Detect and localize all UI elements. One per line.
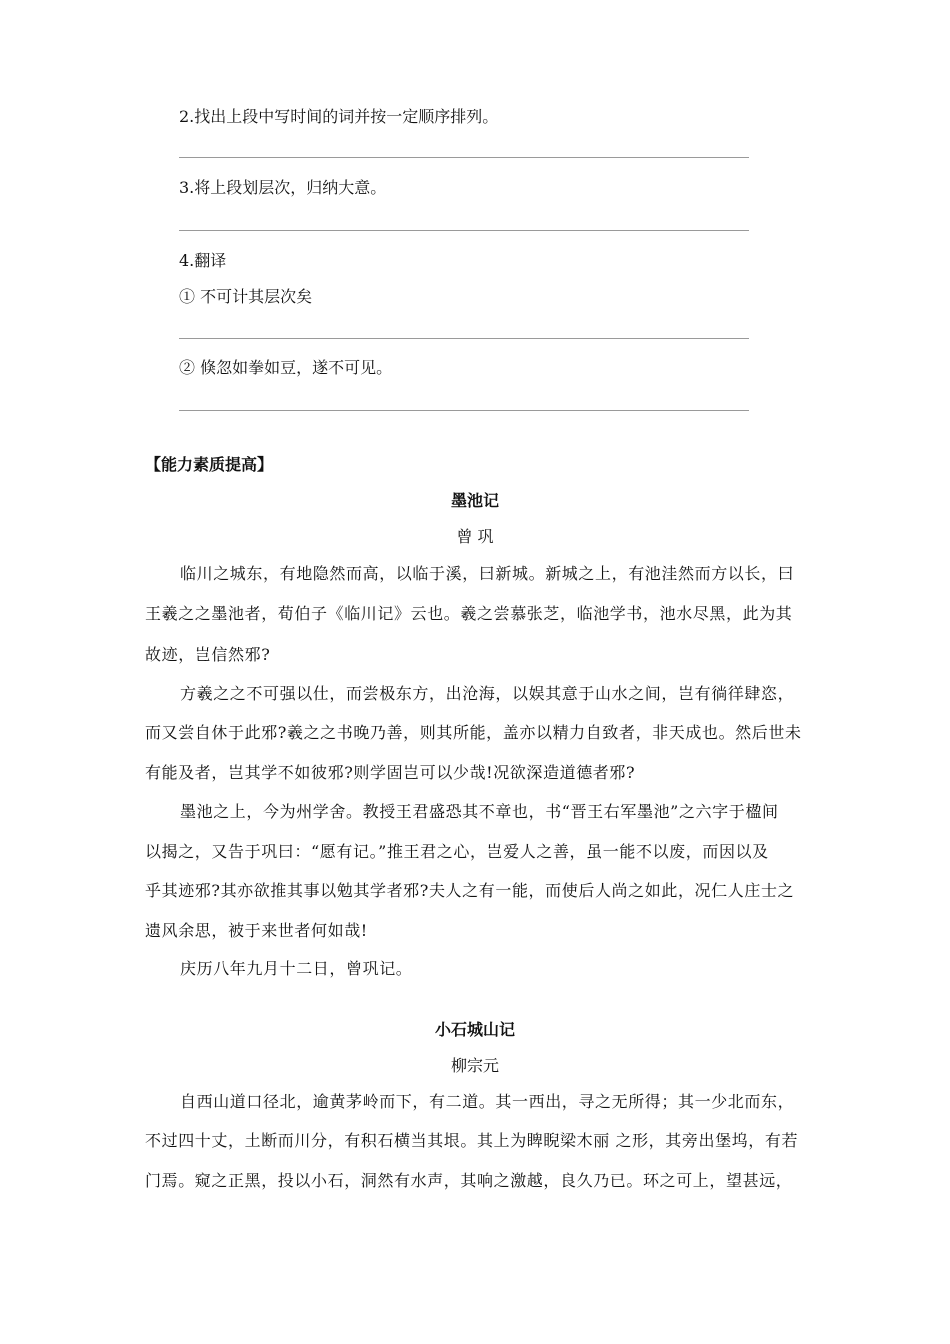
essay2-author: 柳宗元 (450, 1056, 499, 1075)
answer-line-3 (179, 230, 749, 231)
question-4: 4.翻译 (179, 251, 227, 270)
question-4-item-1: ① 不可计其层次矣 (179, 287, 313, 306)
essay1-line: 临川之城东，有地隐然而高，以临于溪，曰新城。新城之上，有池洼然而方以长，曰 (180, 564, 795, 583)
essay1-line: 遗风余思，被于来世者何如哉! (145, 921, 368, 940)
answer-line-4-2 (179, 410, 749, 411)
answer-line-2 (179, 157, 749, 158)
essay2-line: 自西山道口径北，逾黄茅岭而下，有二道。其一西出，寻之无所得；其一少北而东， (180, 1092, 795, 1111)
question-3: 3.将上段划层次，归纳大意。 (179, 178, 387, 197)
essay1-line: 方羲之之不可强以仕，而尝极东方，出沧海，以娱其意于山水之间，岂有徜徉肆恣， (180, 684, 795, 703)
essay2-line: 不过四十丈，土断而川分，有积石横当其垠。其上为睥睨梁木丽 之形，其旁出堡坞，有若 (145, 1131, 799, 1150)
essay1-line: 以揭之，又告于巩曰：“愿有记。”推王君之心，岂爱人之善，虽一能不以废，而因以及 (145, 842, 769, 861)
essay1-line: 庆历八年九月十二日，曾巩记。 (180, 959, 413, 978)
essay1-title: 墨池记 (450, 491, 499, 510)
answer-line-4-1 (179, 338, 749, 339)
essay1-line: 有能及者，岂其学不如彼邪?则学固岂可以少哉!况欲深造道德者邪? (145, 763, 636, 782)
section-title: 【能力素质提高】 (145, 455, 274, 474)
question-4-item-2: ② 倏忽如拳如豆，遂不可见。 (179, 358, 393, 377)
essay1-line: 乎其迹邪?其亦欲推其事以勉其学者邪?夫人之有一能，而使后人尚之如此，况仁人庄士之 (145, 881, 795, 900)
essay1-author: 曾 巩 (456, 527, 494, 546)
essay1-line: 故迹，岂信然邪? (145, 645, 271, 664)
essay1-line: 墨池之上，今为州学舍。教授王君盛恐其不章也，书“晋王右军墨池”之六字于楹间 (180, 802, 779, 821)
essay1-line: 王羲之之墨池者，荀伯子《临川记》云也。羲之尝慕张芝，临池学书，池水尽黑，此为其 (145, 604, 793, 623)
essay2-line: 门焉。窥之正黑，投以小石，洞然有水声，其响之激越，良久乃已。环之可上，望甚远， (145, 1171, 793, 1190)
essay2-title: 小石城山记 (434, 1020, 515, 1039)
question-2: 2.找出上段中写时间的词并按一定顺序排列。 (179, 107, 499, 126)
essay1-line: 而又尝自休于此邪?羲之之书晚乃善，则其所能，盖亦以精力自致者，非天成也。然后世未 (145, 723, 802, 742)
